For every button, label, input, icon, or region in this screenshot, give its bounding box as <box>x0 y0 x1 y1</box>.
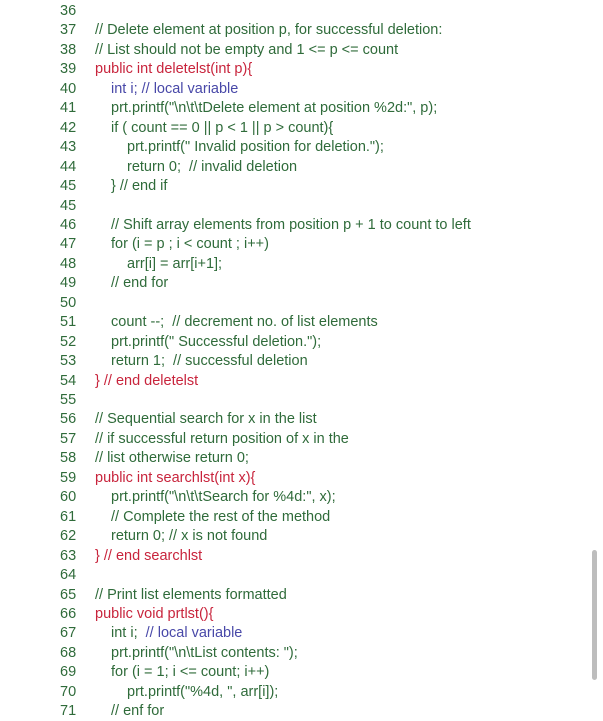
code-segment: int i; // local variable <box>111 80 239 97</box>
code-segment: public int searchlst(int x){ <box>95 469 256 486</box>
line-number: 46 <box>60 216 77 233</box>
line-number: 55 <box>60 392 77 408</box>
line-number: 45 <box>60 178 77 195</box>
code-segment: } // end searchlst <box>95 547 203 564</box>
line-number: 44 <box>60 158 77 175</box>
line-number: 71 <box>60 703 77 720</box>
code-text <box>95 21 442 40</box>
code-text <box>95 547 202 566</box>
code-text <box>127 138 384 157</box>
code-segment: // List should not be empty and 1 <= p <= count <box>95 41 399 58</box>
code-text <box>95 449 249 468</box>
line-number: 61 <box>60 508 77 525</box>
line-number: 68 <box>60 644 77 661</box>
code-text <box>95 60 252 79</box>
line-number: 51 <box>60 314 77 331</box>
line-number: 60 <box>60 489 77 506</box>
line-number: 45 <box>60 197 77 214</box>
code-text <box>95 469 255 488</box>
code-text <box>127 255 222 274</box>
code-text <box>111 644 298 663</box>
line-number: 50 <box>60 294 77 311</box>
line-number: 52 <box>60 333 77 350</box>
code-segment: // list otherwise return 0; <box>95 450 249 467</box>
code-segment: for (i = 1; i <= count; i++) <box>111 664 270 681</box>
code-text <box>95 372 198 391</box>
code-segment: // Complete the rest of the method <box>111 508 331 525</box>
code-text <box>111 624 242 643</box>
code-text <box>111 352 308 371</box>
line-number: 48 <box>60 255 77 272</box>
code-text <box>111 488 336 507</box>
line-number: 57 <box>60 430 77 447</box>
line-number: 41 <box>60 100 77 117</box>
line-number: 36 <box>60 3 77 19</box>
code-segment: if ( count == 0 || p < 1 || p > count){ <box>111 119 334 136</box>
code-segment: // local variable <box>145 625 243 642</box>
code-segment: // Shift array elements from position p + 1 to count to left <box>111 216 471 233</box>
code-text <box>95 410 317 429</box>
line-number: 63 <box>60 547 77 564</box>
code-segment: count --; // decrement no. of list elements <box>111 314 378 331</box>
code-segment: } // end if <box>111 178 168 195</box>
code-text <box>111 702 164 721</box>
code-segment: public void prtlst(){ <box>95 605 214 622</box>
code-segment: // Delete element at position p, for successful deletion: <box>95 22 443 39</box>
line-number: 54 <box>60 372 77 389</box>
line-number: 64 <box>60 567 77 584</box>
code-segment: prt.printf("\n\t\tDelete element at position %2d:", p); <box>111 100 438 117</box>
code-text <box>111 119 333 138</box>
code-segment: for (i = p ; i < count ; i++) <box>111 236 269 253</box>
code-text <box>111 527 267 546</box>
code-segment: // Sequential search for x in the list <box>95 411 317 428</box>
code-text <box>127 683 278 702</box>
code-segment: prt.printf(" Successful deletion."); <box>111 333 322 350</box>
code-text <box>111 80 238 99</box>
code-segment: return 1; // successful deletion <box>111 353 308 370</box>
code-segment: // Print list elements formatted <box>95 586 287 603</box>
line-number: 43 <box>60 139 77 156</box>
code-segment: return 0; // x is not found <box>111 528 268 545</box>
line-number: 67 <box>60 625 77 642</box>
code-text <box>95 430 349 449</box>
code-segment: // if successful return position of x in the <box>95 430 349 447</box>
code-segment: prt.printf("%4d, ", arr[i]); <box>127 683 279 700</box>
line-number: 39 <box>60 61 77 78</box>
line-number: 37 <box>60 22 77 39</box>
code-text <box>111 274 168 293</box>
code-text <box>111 216 471 235</box>
code-text <box>95 605 213 624</box>
line-number: 49 <box>60 275 77 292</box>
code-text <box>111 99 437 118</box>
line-number: 53 <box>60 353 77 370</box>
code-segment: arr[i] = arr[i+1]; <box>127 255 223 272</box>
code-text <box>111 235 269 254</box>
line-number: 65 <box>60 586 77 603</box>
code-segment: prt.printf("\n\tList contents: "); <box>111 644 298 661</box>
code-segment: int i; <box>111 625 146 642</box>
line-number: 58 <box>60 450 77 467</box>
line-number: 66 <box>60 605 77 622</box>
line-number: 47 <box>60 236 77 253</box>
code-segment: // end for <box>111 275 169 292</box>
code-text <box>111 508 330 527</box>
code-text <box>95 586 287 605</box>
code-text <box>111 333 321 352</box>
code-segment: prt.printf("\n\t\tSearch for %4d:", x); <box>111 489 336 506</box>
code-text <box>95 41 398 60</box>
code-text <box>111 663 269 682</box>
line-number: 70 <box>60 683 77 700</box>
code-text <box>111 177 167 196</box>
vertical-scrollbar[interactable] <box>592 550 597 680</box>
code-text <box>111 313 378 332</box>
code-segment: return 0; // invalid deletion <box>127 158 298 175</box>
code-segment: public int deletelst(int p){ <box>95 61 253 78</box>
code-segment: prt.printf(" Invalid position for deletion."); <box>127 139 384 156</box>
code-segment: } // end deletelst <box>95 372 199 389</box>
line-number: 42 <box>60 119 77 136</box>
line-number: 40 <box>60 80 77 97</box>
code-text <box>127 158 297 177</box>
line-number: 56 <box>60 411 77 428</box>
line-number: 38 <box>60 41 77 58</box>
code-segment: // enf for <box>111 703 165 720</box>
line-number: 69 <box>60 664 77 681</box>
line-number: 59 <box>60 469 77 486</box>
line-number: 62 <box>60 528 77 545</box>
